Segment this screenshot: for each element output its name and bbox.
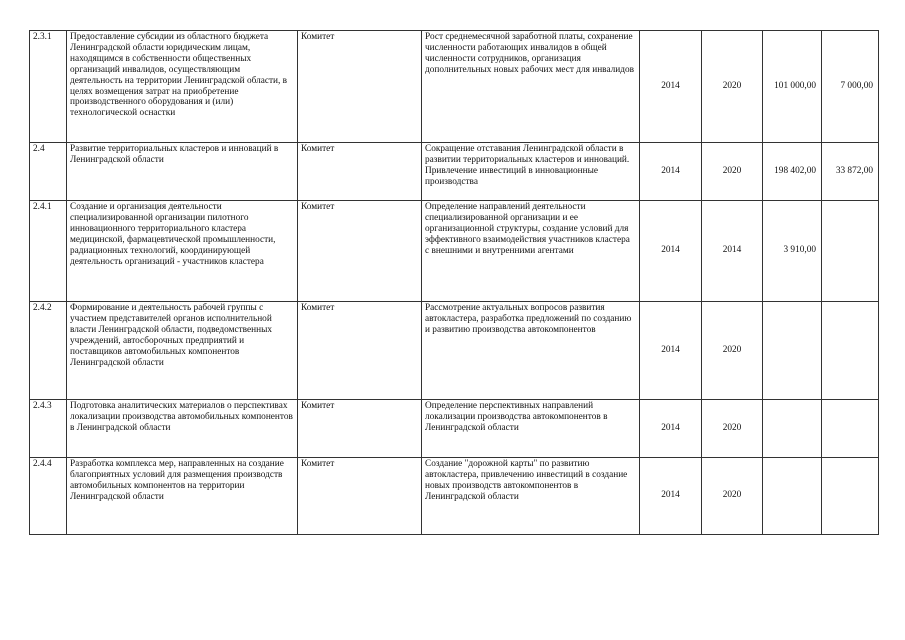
table-row bbox=[30, 201, 879, 302]
executor: Комитет bbox=[298, 143, 422, 201]
row-code: 2.4 bbox=[30, 143, 67, 201]
activity-name: Развитие территориальных кластеров и инноваций в Ленинградской области bbox=[67, 143, 298, 201]
start-year: 2014 bbox=[640, 400, 702, 458]
table-row bbox=[30, 143, 879, 201]
program-activities-table bbox=[29, 30, 879, 535]
table-row bbox=[30, 400, 879, 458]
amount-total: 198 402,00 bbox=[763, 143, 822, 201]
row-code: 2.3.1 bbox=[30, 31, 67, 143]
end-year: 2020 bbox=[702, 400, 763, 458]
start-year: 2014 bbox=[640, 143, 702, 201]
activity-name: Подготовка аналитических материалов о перспективах локализации производства автомобильных компонентов в Ленинградской области bbox=[67, 400, 298, 458]
executor: Комитет bbox=[298, 458, 422, 535]
end-year: 2020 bbox=[702, 31, 763, 143]
row-code: 2.4.1 bbox=[30, 201, 67, 302]
start-year: 2014 bbox=[640, 31, 702, 143]
table-row bbox=[30, 302, 879, 400]
end-year: 2020 bbox=[702, 143, 763, 201]
start-year: 2014 bbox=[640, 458, 702, 535]
activity-name: Предоставление субсидии из областного бюджета Ленинградской области юридическим лицам, находящимся в собственности общественных организаций инвалидов, осуществляющим деятельность на территории Ленинградской области, в целях возмещения затрат на приобретение производственного оборудования и (или) технологической оснастки bbox=[67, 31, 298, 143]
executor: Комитет bbox=[298, 302, 422, 400]
end-year: 2020 bbox=[702, 302, 763, 400]
expected-result: Создание "дорожной карты" по развитию автокластера, привлечению инвестиций в создание новых производств автокомпонентов в Ленинградской области bbox=[422, 458, 640, 535]
row-code: 2.4.3 bbox=[30, 400, 67, 458]
amount-first: 33 872,00 bbox=[822, 143, 879, 201]
amount-first bbox=[822, 400, 879, 458]
start-year: 2014 bbox=[640, 302, 702, 400]
end-year: 2020 bbox=[702, 458, 763, 535]
activity-name: Создание и организация деятельности специализированной организации пилотного инновационного территориального кластера медицинской, фармацевтической промышленности, радиационных технологий, координирующей деятельность организаций - участников кластера bbox=[67, 201, 298, 302]
start-year: 2014 bbox=[640, 201, 702, 302]
expected-result: Определение перспективных направлений локализации производства автокомпонентов в Ленинградской области bbox=[422, 400, 640, 458]
executor: Комитет bbox=[298, 31, 422, 143]
amount-first bbox=[822, 201, 879, 302]
table-body bbox=[30, 31, 879, 535]
amount-total bbox=[763, 458, 822, 535]
row-code: 2.4.4 bbox=[30, 458, 67, 535]
row-code: 2.4.2 bbox=[30, 302, 67, 400]
end-year: 2014 bbox=[702, 201, 763, 302]
amount-total bbox=[763, 400, 822, 458]
expected-result: Определение направлений деятельности специализированной организации и ее организационной структуры, создание условий для эффективного взаимодействия участников кластера с внешними и внутренними агентами bbox=[422, 201, 640, 302]
executor: Комитет bbox=[298, 201, 422, 302]
expected-result: Рост среднемесячной заработной платы, сохранение численности работающих инвалидов в общей численности сотрудников, организация дополнительных новых рабочих мест для инвалидов bbox=[422, 31, 640, 143]
amount-first bbox=[822, 302, 879, 400]
activity-name: Формирование и деятельность рабочей группы с участием представителей органов исполнительной власти Ленинградской области, подведомственных учреждений, автосборочных предприятий и поставщиков автомобильных компонентов Ленинградской области bbox=[67, 302, 298, 400]
activity-name: Разработка комплекса мер, направленных на создание благоприятных условий для размещения производств автомобильных компонентов на территории Ленинградской области bbox=[67, 458, 298, 535]
expected-result: Рассмотрение актуальных вопросов развития автокластера, разработка предложений по созданию и развитию производства автокомпонентов bbox=[422, 302, 640, 400]
amount-first bbox=[822, 458, 879, 535]
amount-total: 3 910,00 bbox=[763, 201, 822, 302]
table-row bbox=[30, 458, 879, 535]
table-row bbox=[30, 31, 879, 143]
amount-first: 7 000,00 bbox=[822, 31, 879, 143]
amount-total bbox=[763, 302, 822, 400]
executor: Комитет bbox=[298, 400, 422, 458]
expected-result: Сокращение отставания Ленинградской области в развитии территориальных кластеров и инноваций. Привлечение инвестиций в инновационные производства bbox=[422, 143, 640, 201]
amount-total: 101 000,00 bbox=[763, 31, 822, 143]
